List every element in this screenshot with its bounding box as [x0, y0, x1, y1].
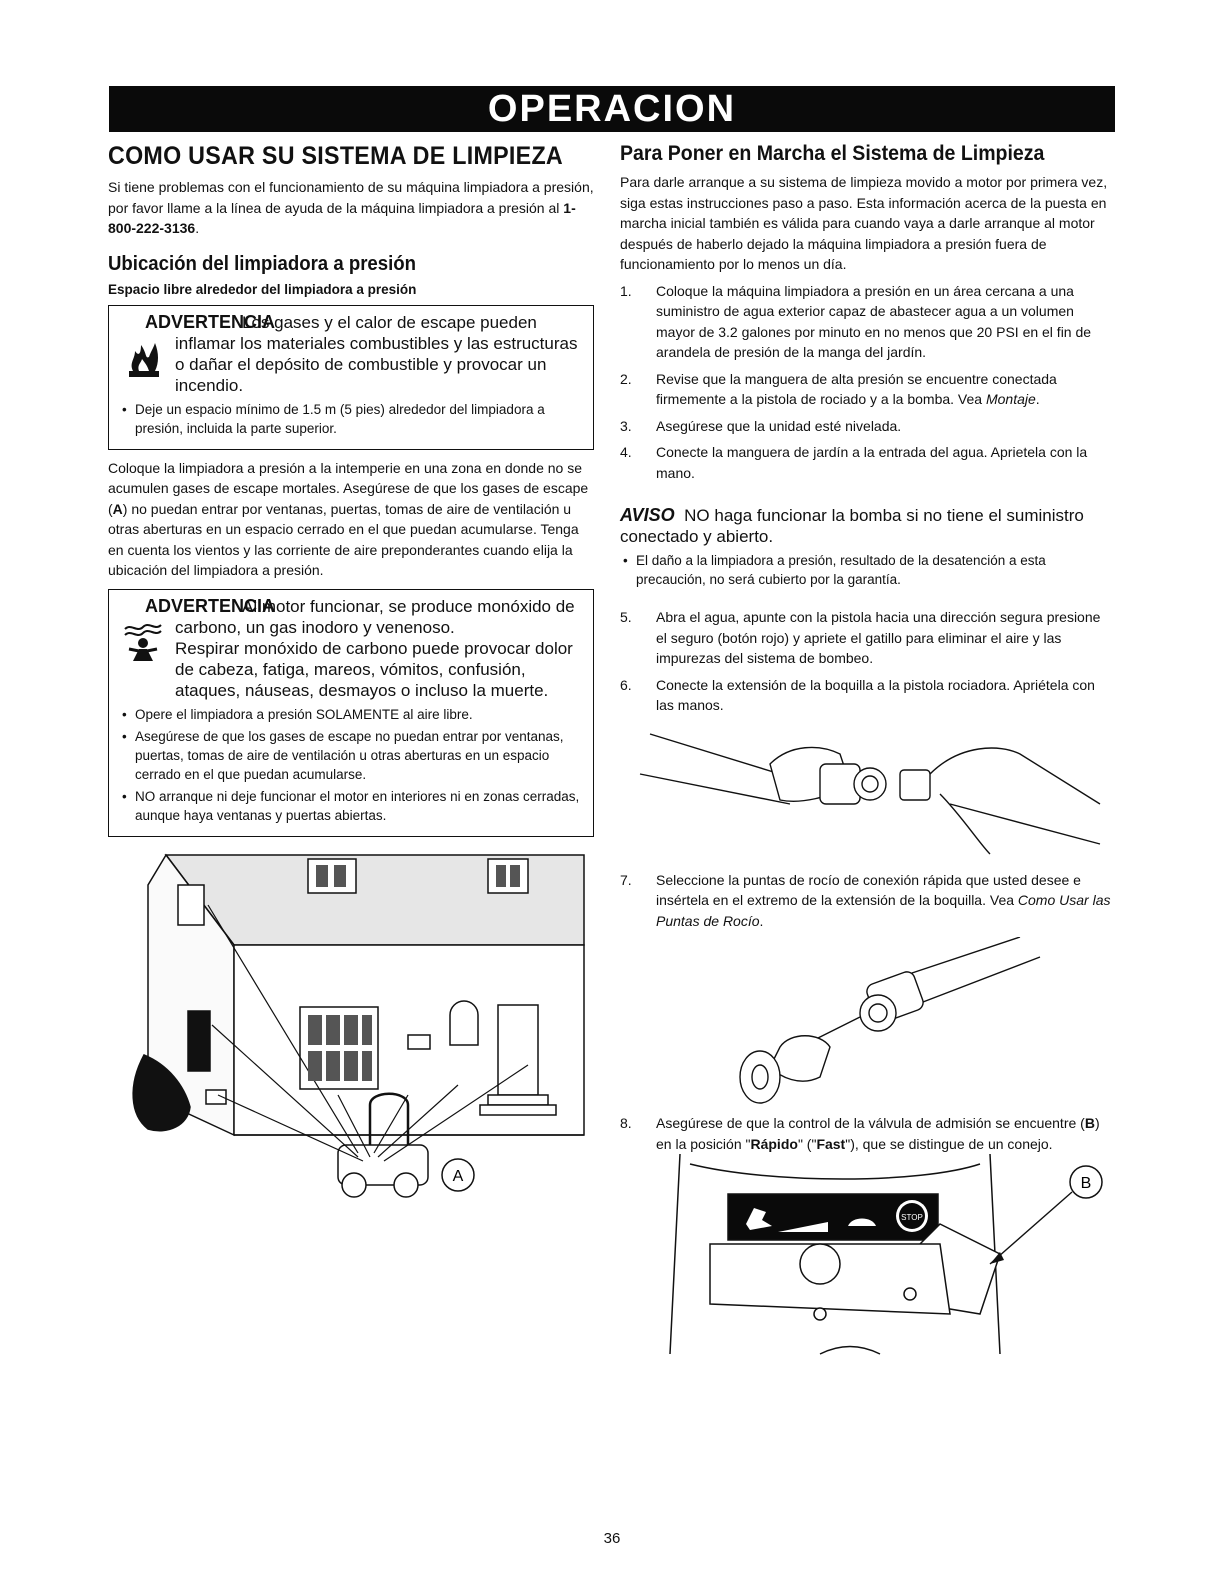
- section-title-startup: Para Poner en Marcha el Sistema de Limpieza: [620, 142, 1045, 165]
- startup-steps-5-6: [620, 607, 1115, 716]
- cross-reference: Montaje: [985, 391, 1036, 407]
- list-item: 4. Conecte la manguera de jardín a la entrada del agua. Aprietela con la mano.: [620, 444, 1088, 481]
- list-item: • NO arranque ni deje funcionar el motor en interiores ni en zonas cerradas, aunque haya ventanas y puertas abiertas.: [119, 787, 583, 825]
- warning-fire-text: Los gases y el calor de escape pueden inflamar los materiales combustibles y las estructuras o dañar el depósito de combustible y provocar un incendio.: [175, 312, 578, 395]
- list-item: 6. Conecte la extensión de la boquilla a la pistola rociadora. Apriételа con las manos.: [620, 676, 1095, 713]
- list-item: 5. Abra el agua, apunte con la pistola hacia una dirección segura presione el seguro (botón rojo) y apriete el gatillo para eliminar el aire y las impurezas del sistema de bombeo.: [620, 609, 1101, 666]
- section-title-location: Ubicación del limpiadora a presión: [108, 252, 417, 275]
- page-number: 36: [603, 1530, 621, 1547]
- list-item: 2. Revise que la manguera de alta presión se encuentre conectada firmemente a la pistola de rociado y a la bomba. Vea Montaje.: [620, 370, 1057, 407]
- warning-label: ADVERTENCIA: [145, 595, 276, 616]
- list-item: 3. Asegúrese que la unidad esté nivelada.: [620, 417, 902, 434]
- nozzle-extension-illustration: [620, 714, 1115, 864]
- list-item: 1. Coloque la máquina limpiadora a presión en un área cercana a una suministro de agua exterior capaz de abastecer agua a un volumen mayor de 3.2 galones por minuto en no menos que 20 PSI en el fin de arandela de presión de la manga del jardín.: [620, 282, 1092, 360]
- fire-icon: [123, 337, 165, 379]
- list-item: • Deje un espacio mínimo de 1.5 m (5 pies) alrededor del limpiadora a presión, incluida la parte superior.: [119, 400, 583, 438]
- warning-label: ADVERTENCIA: [145, 311, 276, 332]
- warning-co-text: Al motor funcionar, se produce monóxido de carbono, un gas inodoro y venenoso.: [175, 596, 575, 637]
- startup-intro: Para darle arranque a su sistema de limpieza movido a motor por primera vez, siga estas instrucciones paso a paso. Esta información acerca de la puesta en marcha inicial también es válida para cuando vaya a darle arranque al motor después de haberlo dejado la máquina limpiadora a presión fuera de funcionamiento por lo menos un día.: [620, 174, 1108, 272]
- callout-label-b: B: [1080, 1175, 1092, 1192]
- list-item: • Asegúrese de que los gases de escape no puedan entrar por ventanas, puertas, tomas de aire de ventilación u otras aberturas en un espacio cerrado en el que puedan acumularse.: [119, 727, 583, 784]
- notice-text: NO haga funcionar la bomba si no tiene el suministro conectado y abierto.: [620, 506, 1084, 546]
- warning-fire-bullets: [119, 400, 583, 438]
- page-title: COMO USAR SU SISTEMA DE LIMPIEZA: [108, 142, 564, 170]
- warning-co-text-2: Respirar monóxido de carbono puede provocar dolor de cabeza, fatiga, mareos, vómitos, confusión, ataques, náuseas, desmayos o incluso la muerte.: [175, 638, 573, 700]
- list-item: • El daño a la limpiadora a presión, resultado de la desatención a esta precaución, no será cubierto por la garantía.: [620, 551, 1115, 589]
- intro-paragraph: Si tiene problemas con el funcionamiento de su máquina limpiadora a presión, por favor llame a la línea de ayuda de la máquina limpiadora a presión al 1-800-222-3136.: [108, 179, 594, 236]
- list-item: • Opere el limpiadora a presión SOLAMENTE al aire libre.: [119, 705, 583, 724]
- section-banner: OPERACION: [109, 86, 1115, 132]
- list-item: 8. Asegúrese de que la control de la válvula de admisión se encuentre (B) en la posición "Rápido" ("Fast"), que se distingue de un conejo.: [620, 1115, 1100, 1152]
- right-column: [620, 142, 1115, 1359]
- subsection-title-clearance: Espacio libre alrededor del limpiadora a presión: [108, 281, 417, 297]
- house-placement-illustration: [108, 845, 594, 1205]
- warning-co-bullets: [119, 705, 583, 825]
- throttle-control-illustration: [620, 1154, 1115, 1359]
- warning-box-fire: [108, 305, 594, 450]
- stop-label: STOP: [901, 1213, 923, 1222]
- cross-reference: Como Usar las Puntas de Rocío: [656, 892, 1111, 929]
- placement-paragraph: Coloque la limpiadora a presión a la intemperie en una zona en donde no se acumulen gases de escape mortales. Asegúrese de que los gases de escape (A) no puedan entrar por ventanas, puertas, tomas de aire de ventilación u otras aberturas en un espacio cerrado en el que puedan acumularse. Tenga en cuenta los vientos y las corriente de aire preponderantes cuando elija la ubicación del limpiadora a presión.: [108, 459, 589, 578]
- toxic-fumes-icon: [121, 619, 165, 663]
- startup-step-7: [620, 870, 1115, 932]
- notice-label: AVISO: [620, 505, 675, 525]
- spray-tip-illustration: [620, 937, 1115, 1107]
- helpline-phone: 1-800-222-3136: [108, 199, 576, 236]
- warning-box-carbon-monoxide: [108, 589, 594, 837]
- list-item: 7. Seleccione la puntas de rocío de conexión rápida que usted desee e insértela en el extremo de la extensión de la boquilla. Vea Como Usar las Puntas de Rocío.: [620, 871, 1111, 929]
- left-column: [108, 142, 594, 1205]
- startup-step-8: [620, 1113, 1115, 1154]
- notice-block: [620, 505, 1115, 547]
- startup-steps-1-4: [620, 281, 1115, 484]
- notice-bullets: [620, 551, 1115, 589]
- callout-label-a: A: [452, 1167, 464, 1185]
